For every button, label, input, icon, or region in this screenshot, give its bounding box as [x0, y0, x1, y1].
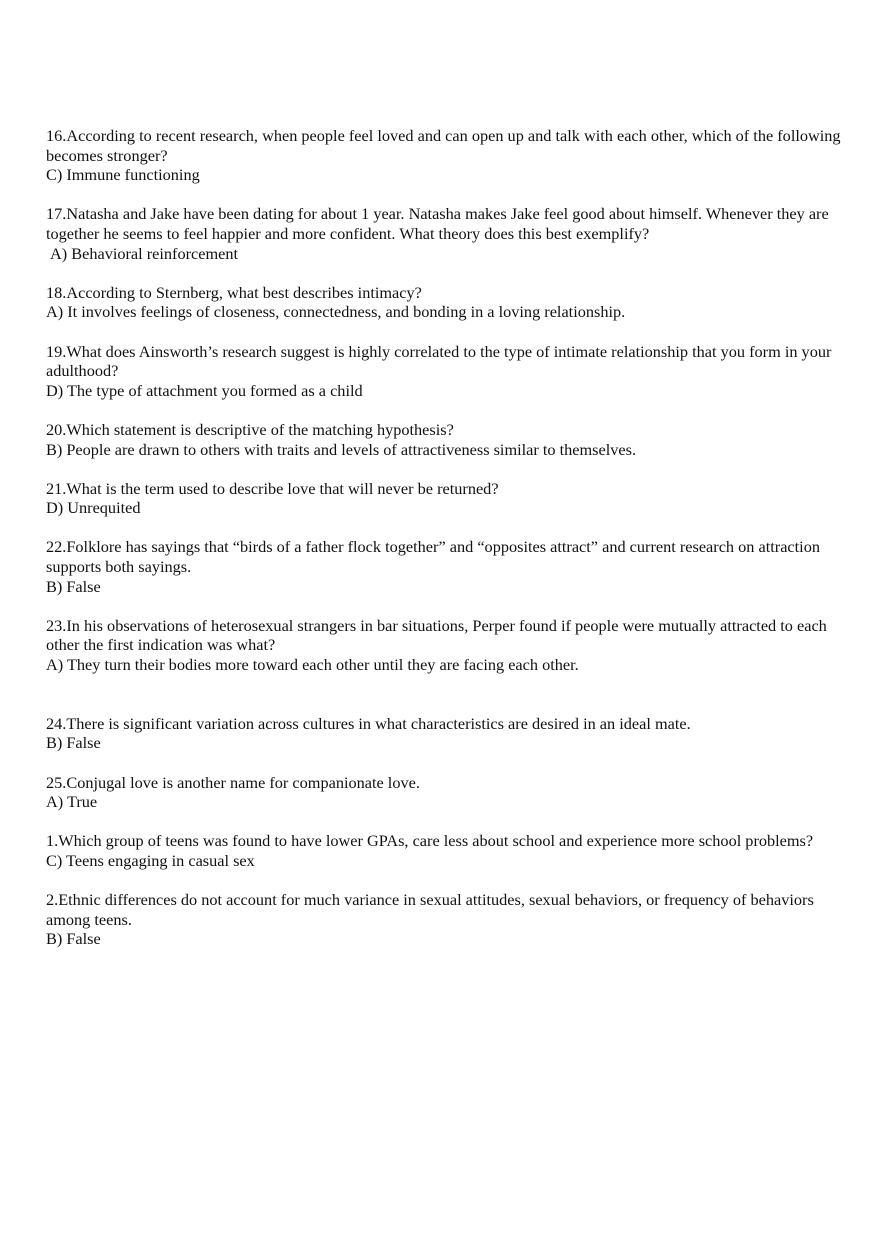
question-item-22 — [46, 537, 846, 596]
question-item-1 — [46, 831, 846, 870]
spacer — [46, 518, 846, 538]
question-text: 25.Conjugal love is another name for companionate love. — [46, 772, 420, 792]
question-text: 16.According to recent research, when people feel loved and can open up and talk with each other, which of the following becomes stronger? — [46, 126, 841, 165]
question-text: 24.There is significant variation across cultures in what characteristics are desired in an ideal mate. — [46, 713, 691, 733]
question-text: 18.According to Sternberg, what best describes intimacy? — [46, 282, 422, 302]
spacer — [46, 596, 846, 616]
question-item-25 — [46, 773, 846, 812]
spacer — [46, 753, 846, 773]
answer-text: A) Behavioral reinforcement — [50, 243, 239, 263]
question-text: 21.What is the term used to describe love that will never be returned? — [46, 478, 499, 498]
spacer — [46, 871, 846, 891]
question-item-24 — [46, 714, 846, 753]
spacer — [46, 263, 846, 283]
question-item-19 — [46, 342, 846, 401]
answer-text: A) They turn their bodies more toward each other until they are facing each other. — [46, 655, 579, 675]
question-item-20 — [46, 420, 846, 459]
question-item-23 — [46, 616, 846, 675]
question-item-17 — [46, 204, 846, 263]
spacer — [46, 185, 846, 205]
question-item-18 — [46, 283, 846, 322]
question-text: 19.What does Ainsworth’s research suggest is highly correlated to the type of intimate relationship that you form in your adulthood? — [46, 341, 832, 381]
answer-text: B) False — [46, 733, 101, 753]
question-text: 20.Which statement is descriptive of the matching hypothesis? — [46, 419, 454, 439]
question-text: 23.In his observations of heterosexual strangers in bar situations, Perper found if people were mutually attracted to each other the first indication was what? — [46, 615, 827, 655]
answer-text: D) The type of attachment you formed as a child — [46, 380, 363, 400]
question-text: 1.Which group of teens was found to have lower GPAs, care less about school and experience more school problems? — [46, 831, 814, 851]
question-list — [46, 126, 846, 949]
question-item-16 — [46, 126, 846, 185]
spacer — [46, 400, 846, 420]
question-text: 2.Ethnic differences do not account for much variance in sexual attitudes, sexual behaviors, or frequency of behaviors among teens. — [46, 890, 814, 929]
spacer — [46, 812, 846, 832]
answer-text: A) It involves feelings of closeness, connectedness, and bonding in a loving relationship. — [46, 302, 626, 322]
answer-text: D) Unrequited — [46, 498, 141, 518]
question-text: 17.Natasha and Jake have been dating for about 1 year. Natasha makes Jake feel good about himself. Whenever they are together he seems to feel happier and more confident. What theory does this best exemplify? — [46, 204, 829, 243]
spacer — [46, 675, 846, 714]
answer-text: C) Teens engaging in casual sex — [46, 850, 255, 870]
answer-text: A) True — [46, 792, 98, 812]
answer-text: C) Immune functioning — [46, 165, 200, 185]
spacer — [46, 459, 846, 479]
answer-text: B) False — [46, 576, 101, 596]
question-item-21 — [46, 479, 846, 518]
spacer — [46, 322, 846, 342]
question-item-2 — [46, 890, 846, 949]
answer-text: B) False — [46, 929, 101, 949]
answer-text: B) People are drawn to others with traits and levels of attractiveness similar to themselves. — [46, 439, 637, 459]
question-text: 22.Folklore has sayings that “birds of a father flock together” and “opposites attract” and current research on attraction supports both sayings. — [46, 537, 820, 577]
